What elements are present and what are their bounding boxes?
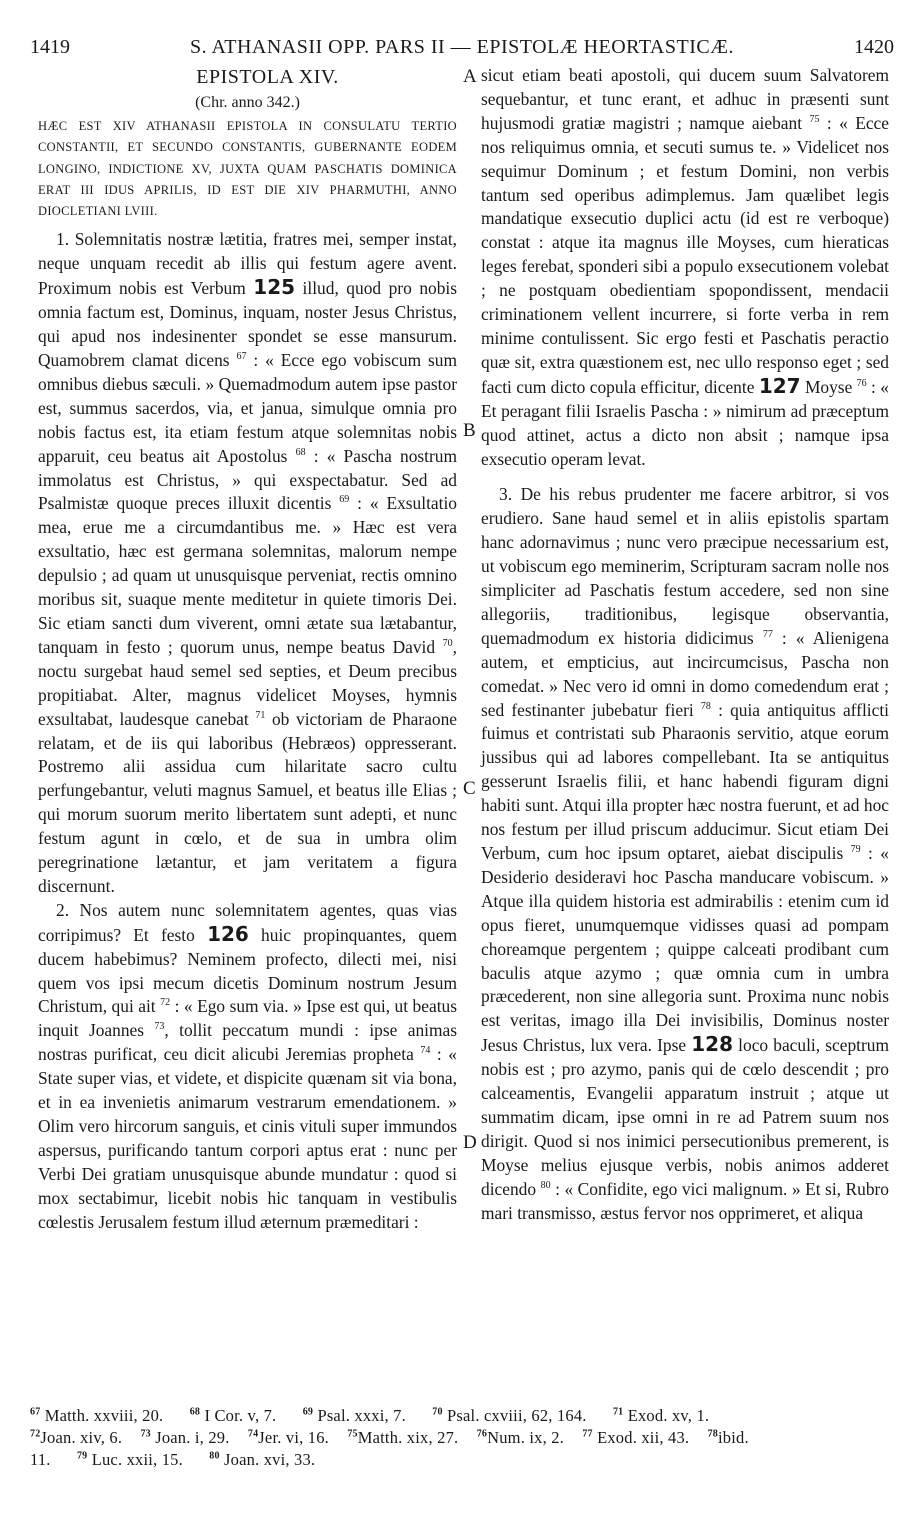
footnote-number: 69 <box>302 1406 314 1418</box>
footnotes <box>30 1405 894 1471</box>
margin-marker-c: C <box>463 778 476 799</box>
text-run: : « Alienigena autem, et empticius, aut incircumcisus, Pascha non comedat. » Nec vero id omni in domo comedendum erat ; sed festinanter jubebatur fieri <box>481 627 890 720</box>
footnote-line <box>30 1427 894 1449</box>
text-run: : « Confidite, ego vici malignum. » Et si, Rubro mari transmisso, æstus fervor nos opprimeret, et aliqua <box>481 1178 889 1223</box>
text-run: : « State super vias, et videte, et dispicite quænam sit via bona, et in ea invenietis animarum vestrarum emendationem. » Olim vero hircorum sanguis, et cinis vituli super immundos aspersus, purificando tantum corpori aptus erat : nunc per Verbi Dei gratiam unusquisque abunde mundatur : quod si mox sectabimur, licebit nobis hic tanquam in vestibulis cœlestis Jerusalem festum illud æternum præmeditari : <box>38 1044 457 1232</box>
footnote-number: 74 <box>247 1428 259 1440</box>
footnote-number: 72 <box>30 1428 41 1440</box>
footnote-text: ibid. <box>718 1428 749 1447</box>
footnote-item <box>347 1428 458 1447</box>
text-run: 2. Nos autem nunc solemnitatem agentes, quas vias corripimus? Et festo <box>38 899 457 945</box>
footnote-ref: 74 <box>420 1045 431 1057</box>
footnote-number: 70 <box>432 1406 443 1418</box>
footnote-text: Num. ix, 2. <box>487 1428 565 1447</box>
page-marker: 128 <box>691 1032 734 1057</box>
paragraph-1 <box>38 228 457 898</box>
footnote-text: Psal. cxviii, 62, 164. <box>447 1406 587 1425</box>
footnote-text: Jer. vi, 16. <box>258 1428 329 1447</box>
footnote-ref: 79 <box>850 844 861 856</box>
text-run: : « Exsultatio mea, erue me a circumdantibus me. » Hæc est vera exsultatio, hæc est germana solemnitas, malorum nempe depulsio ; ad quam ut unusquisque perveniat, rectis omnino moribus sit, suaque mente meditetur in quiete timoris Dei. Sic etiam sancti dum viverent, omni ætate sua lætabantur, tanquam in festo ; quorum unus, nempe beatus David <box>38 493 457 657</box>
text-run: : « Ecce ego vobiscum sum omnibus diebus sæculi. » Quemadmodum autem ipse pastor est, summus sacerdos, via, et janua, simulque omnia pro nobis factus est, ita etiam festum atque solemnitas nobis apparuit, ceu beatus ait Apostolus <box>38 350 458 466</box>
footnote-line <box>30 1405 894 1427</box>
footnote-ref: 71 <box>255 709 266 721</box>
footnote-number: 79 <box>76 1450 88 1462</box>
footnote-item <box>77 1450 183 1469</box>
text-run: : « Et peragant filii Israelis Pascha : » nimirum ad præceptum quod attinet, actus a dicto non absit ; namque ipsa exsecutio operam levat. <box>481 376 889 469</box>
footnote-ref: 75 <box>809 114 820 126</box>
running-title: S. ATHANASII OPP. PARS II — EPISTOLÆ HEORTASTICÆ. <box>189 36 734 58</box>
footnote-item <box>613 1406 709 1425</box>
text-run: : « Pascha nostrum immolatus est Christus, » qui exspectabatur. Sed ad Psalmistæ quoque preces illuxit dicentis <box>38 445 458 514</box>
running-header <box>30 36 894 60</box>
margin-marker-a: A <box>463 66 477 87</box>
footnote-ref: 67 <box>236 351 247 363</box>
footnote-ref: 72 <box>160 997 171 1009</box>
text-run: : « Ecce nos reliquimus omnia, et secuti sumus te. » Videlicet nos sequimur Dominum ; et festum Domini, non verbis tantum sed operibus adimplemus. Jam quælibet legis mandatique exsecutio duplici actu (id est re verboque) constat : atque ita magnus ille Moyses, cum hieraticas leges ferebat, sponderi sibi a populo exsecutionem volebat ; ne postquam obedientiam spopondissent, mendacii criminationem vellent incurrere, si forte verba in rem minime contulissent. Sic ergo festi et Paschatis peractio quæ sit, extra quæstionem est, nec ullo responso eget ; sed facti cum dicto copula efficitur, dicente <box>481 112 889 397</box>
footnote-ref: 69 <box>339 494 350 506</box>
footnote-item <box>30 1406 163 1425</box>
footnote-text: Psal. xxxi, 7. <box>317 1406 406 1425</box>
paragraph-continued <box>481 64 889 471</box>
page-marker: 127 <box>758 373 801 398</box>
text-run: sicut etiam beati apostoli, qui ducem suum Salvatorem sequebantur, et tunc erant, et adhuc in præsenti sunt hujusmodi gratiæ magistri ; namque aiebant <box>481 65 889 133</box>
footnote-number: 76 <box>476 1428 488 1440</box>
text-run: , tollit peccatum mundi : ipse animas nostras purificat, ceu dicit alicubi Jeremias propheta <box>38 1020 457 1065</box>
text-run: huic propinquantes, quem ducem habebimus? Neminem profecto, dilecti mei, nisi quem vos ipsi mecum dicetis Dominum nostrum Jesum Christum, qui ait <box>38 924 457 1017</box>
page-marker: 126 <box>207 921 249 946</box>
footnote-item <box>30 1450 51 1469</box>
text-run: Moyse <box>800 376 857 397</box>
text-run: 3. De his rebus prudenter me facere arbitror, si vos erudiero. Sane haud semel et in aliis epistolis spartam hanc adornavimus ; nunc vero præcipue necessarium est, ut vobiscum ego meminerim, Scripturam sacram nolle nos simpliciter ad Paschatis festum accedere, sed non sine allegoriis, traditionibus, legisque observantia, quemadmodum ex historia didicimus <box>481 484 889 648</box>
footnote-text: Joan. xiv, 6. <box>40 1428 123 1447</box>
footnote-ref: 80 <box>540 1179 551 1191</box>
footnote-item <box>140 1428 229 1447</box>
footnote-number: 73 <box>140 1428 151 1440</box>
text-run: illud, quod pro nobis omnia factum est, Dominus, inquam, noster Jesus Christus, qui apud nos indesinenter spondet se esse mansurum. Quamobrem clamat dicens <box>38 278 457 371</box>
left-column <box>38 64 457 1235</box>
paragraph-3 <box>481 483 889 1225</box>
footnote-number: 68 <box>189 1406 201 1418</box>
text-run: ob victoriam de Pharaone relatam, et de iis qui laboribus (Hebræos) oppresserant. Postremo alii assidua cum hilaritate sacro cultu perfungebantur, veluti magnus Samuel, et beatus ille Elias ; qui morum suorum merito libertatem sunt adepti, et nunc festum agunt in cœlo, et de sua in umbra olim peregrinatione lætantur, et jam veritatem a figura discernunt. <box>38 708 457 896</box>
footnote-text: Exod. xv, 1. <box>627 1406 710 1425</box>
footnote-text: Joan. xvi, 33. <box>224 1450 316 1469</box>
footnote-ref: 78 <box>700 700 711 712</box>
page-number-right: 1420 <box>854 36 894 58</box>
footnote-ref: 68 <box>295 446 306 458</box>
footnote-ref: 73 <box>154 1021 165 1033</box>
footnote-text: Luc. xxii, 15. <box>91 1450 183 1469</box>
text-run: 1. Solemnitatis nostræ lætitia, fratres mei, semper instat, neque unquam recedit ab illis qui festum agere avent. Proximum nobis est Verbum <box>38 229 457 299</box>
footnote-number: 77 <box>582 1428 593 1440</box>
footnote-item <box>190 1406 277 1425</box>
footnote-item <box>248 1428 329 1447</box>
page-number-left: 1419 <box>30 36 70 58</box>
margin-marker-d: D <box>463 1132 477 1153</box>
text-run: : « Desiderio desideravi hoc Pascha manducare vobiscum. » Atque illa quidem historia est admirabilis : etenim cum id opus fieret, unumquemque vidisses quasi ad pompam choreamque pergentem ; quippe calceati prodibant cum baculis atque azymo ; quæ omnia cum in umbra præcederent, non sine allegoria sunt. Proxima nunc nobis est veritas, imago illa Dei invisibilis, Dominus noster Jesus Christus, lux vera. Ipse <box>481 843 889 1056</box>
epistle-chronology: (Chr. anno 342.) <box>195 94 300 111</box>
footnote-item <box>477 1428 564 1447</box>
epistle-title: EPISTOLA XIV. <box>196 66 339 88</box>
footnote-text: Joan. i, 29. <box>155 1428 230 1447</box>
footnote-ref: 70 <box>442 638 453 650</box>
footnote-number: 78 <box>707 1428 718 1440</box>
footnote-ref: 77 <box>762 629 773 641</box>
footnote-number: 71 <box>612 1406 624 1418</box>
footnote-number: 75 <box>347 1428 358 1440</box>
footnote-text: 11. <box>30 1450 51 1469</box>
text-run: : quia antiquitus afflicti fuimus et contristati sub Pharaonis servitio, atque eorum jussibus qui ad labores compellebant. Ita se antiquitus gesserunt Israelis filii, et hanc habendi figuram digni habiti sunt. Atqui illa propter hæc nostra fuerunt, et ad hoc nos festum per illud priscum adducimur. Sicut etiam Dei Verbum, cum hoc ipsum optaret, aiebat discipulis <box>481 699 889 863</box>
footnote-ref: 76 <box>856 377 867 389</box>
right-column <box>481 64 889 1226</box>
text-run: loco baculi, sceptrum nobis est ; pro azymo, panis qui de cœlo descendit ; pro calceamentis, Evangelii apparatum instruit ; atque ut summatim dicam, ipse omni in re ad Patrem suum nos dirigit. Quod si nos inimici persecutionibus premerent, is Moyse melius ejusque verbis, nobis animos adderet dicendo <box>481 1035 889 1199</box>
footnote-text: Exod. xii, 43. <box>597 1428 690 1447</box>
paragraph-2 <box>38 899 457 1235</box>
page-marker: 125 <box>253 275 296 300</box>
footnote-number: 67 <box>30 1406 41 1418</box>
footnote-number: 80 <box>209 1450 220 1462</box>
footnote-item <box>432 1406 586 1425</box>
text-run: , noctu surgebat haud semel sed septies, et Deum precibus propitiabat. Alter, magnus videlicet Moyses, hymnis exsultabat, laudesque canebat <box>38 636 457 729</box>
footnote-item <box>582 1428 689 1447</box>
margin-marker-b: B <box>463 420 476 441</box>
footnote-line <box>30 1449 894 1471</box>
text-run: : « Ego sum via. » Ipse est qui, ut beatus inquit Joannes <box>38 996 457 1041</box>
footnote-item <box>303 1406 406 1425</box>
epistle-heading: HÆC EST XIV ATHANASII EPISTOLA IN CONSULATU TERTIO CONSTANTII, ET SECUNDO CONSTANTIS, GUBERNANTE EODEM LONGINO, INDICTIONE XV, JUXTA QUAM PASCHATIS DOMINICA ERAT III IDUS APRILIS, ID EST DIE XIV PHARMUTHI, ANNO DIOCLETIANI LVIII. <box>38 119 457 219</box>
footnote-item <box>209 1450 315 1469</box>
footnote-item <box>30 1428 122 1447</box>
footnote-text: I Cor. v, 7. <box>204 1406 277 1425</box>
footnote-item <box>708 1428 749 1447</box>
footnote-text: Matth. xxviii, 20. <box>44 1406 164 1425</box>
footnote-text: Matth. xix, 27. <box>357 1428 459 1447</box>
